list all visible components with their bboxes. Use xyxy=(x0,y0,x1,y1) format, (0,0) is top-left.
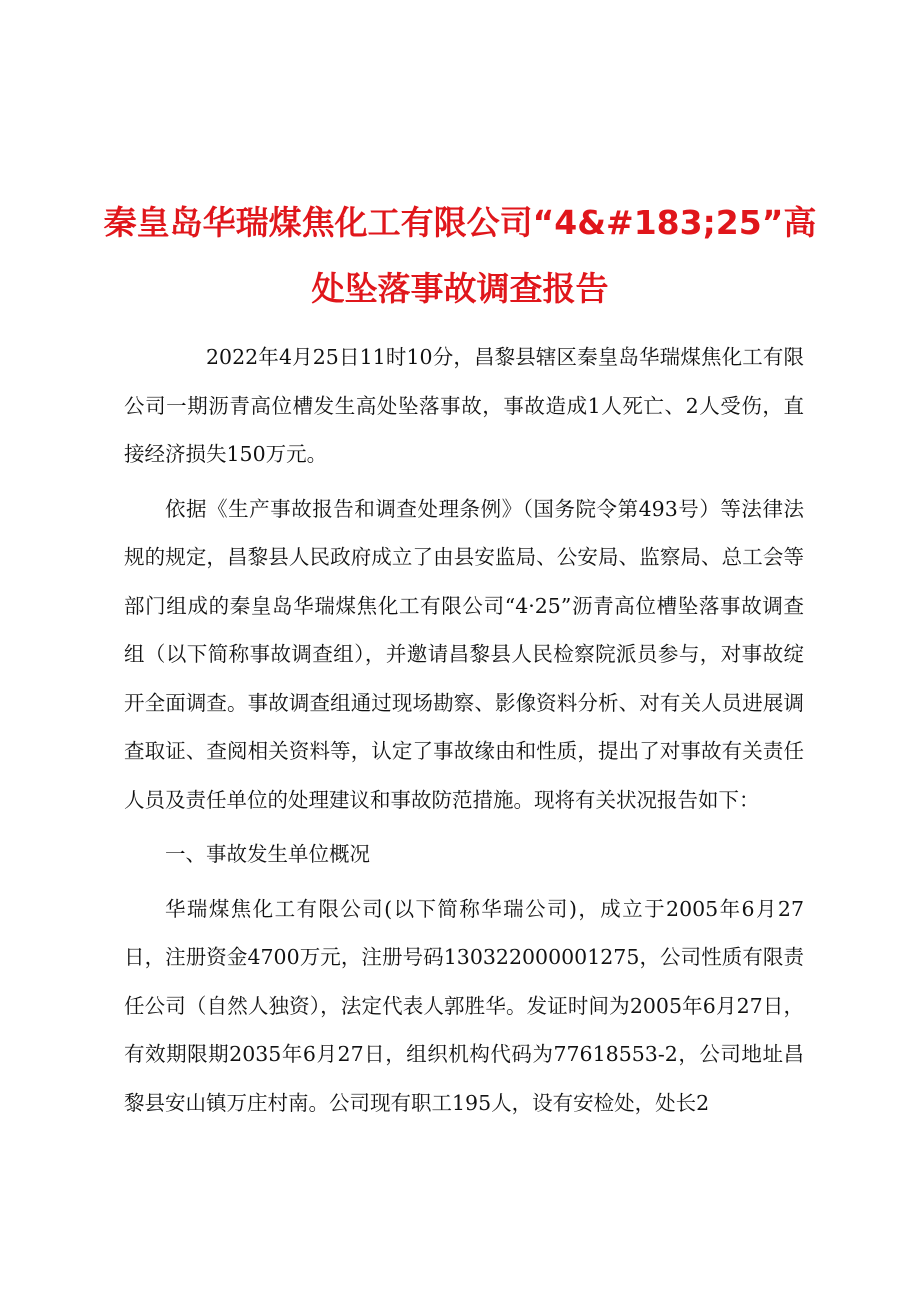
paragraph-investigation-basis: 依据《生产事故报告和调查处理条例》（国务院令第493号）等法律法规的规定，昌黎县人民政府成立了由县安监局、公安局、监察局、总工会等部门组成的秦皇岛华瑞煤焦化工有限公司“4·25”沥青高位槽坠落事故调查组（以下简称事故调查组），并邀请昌黎县人民检察院派员参与，对事故绽开全面调查。事故调查组通过现场勘察、影像资料分析、对有关人员进展调查取证、查阅相关资料等，认定了事故缘由和性质，提出了对事故有关责任人员及责任单位的处理建议和事故防范措施。现将有关状况报告如下： xyxy=(124,496,804,812)
document-title xyxy=(95,190,825,322)
title-line-2: 处坠落事故调查报告 xyxy=(311,269,609,308)
paragraph-accident-summary: 2022年4月25日11时10分，昌黎县辖区秦皇岛华瑞煤焦化工有限公司一期沥青高位槽发生高处坠落事故，事故造成1人死亡、2人受伤，直接经济损失150万元。 xyxy=(124,345,804,466)
title-line-1: 秦皇岛华瑞煤焦化工有限公司“4&#183;25”高 xyxy=(103,203,817,242)
section-heading-company-overview: 一、事故发生单位概况 xyxy=(165,842,370,866)
document-body xyxy=(124,333,804,1133)
paragraph-company-overview: 华瑞煤焦化工有限公司(以下简称华瑞公司)，成立于2005年6月27日，注册资金4700万元，注册号码130322000001275，公司性质有限责任公司（自然人独资），法定代表人郭胜华。发证时间为2005年6月27日，有效期限期2035年6月27日，组织机构代码为77618553-2，公司地址昌黎县安山镇万庄村南。公司现有职工195人，设有安检处，处长2 xyxy=(124,896,804,1115)
